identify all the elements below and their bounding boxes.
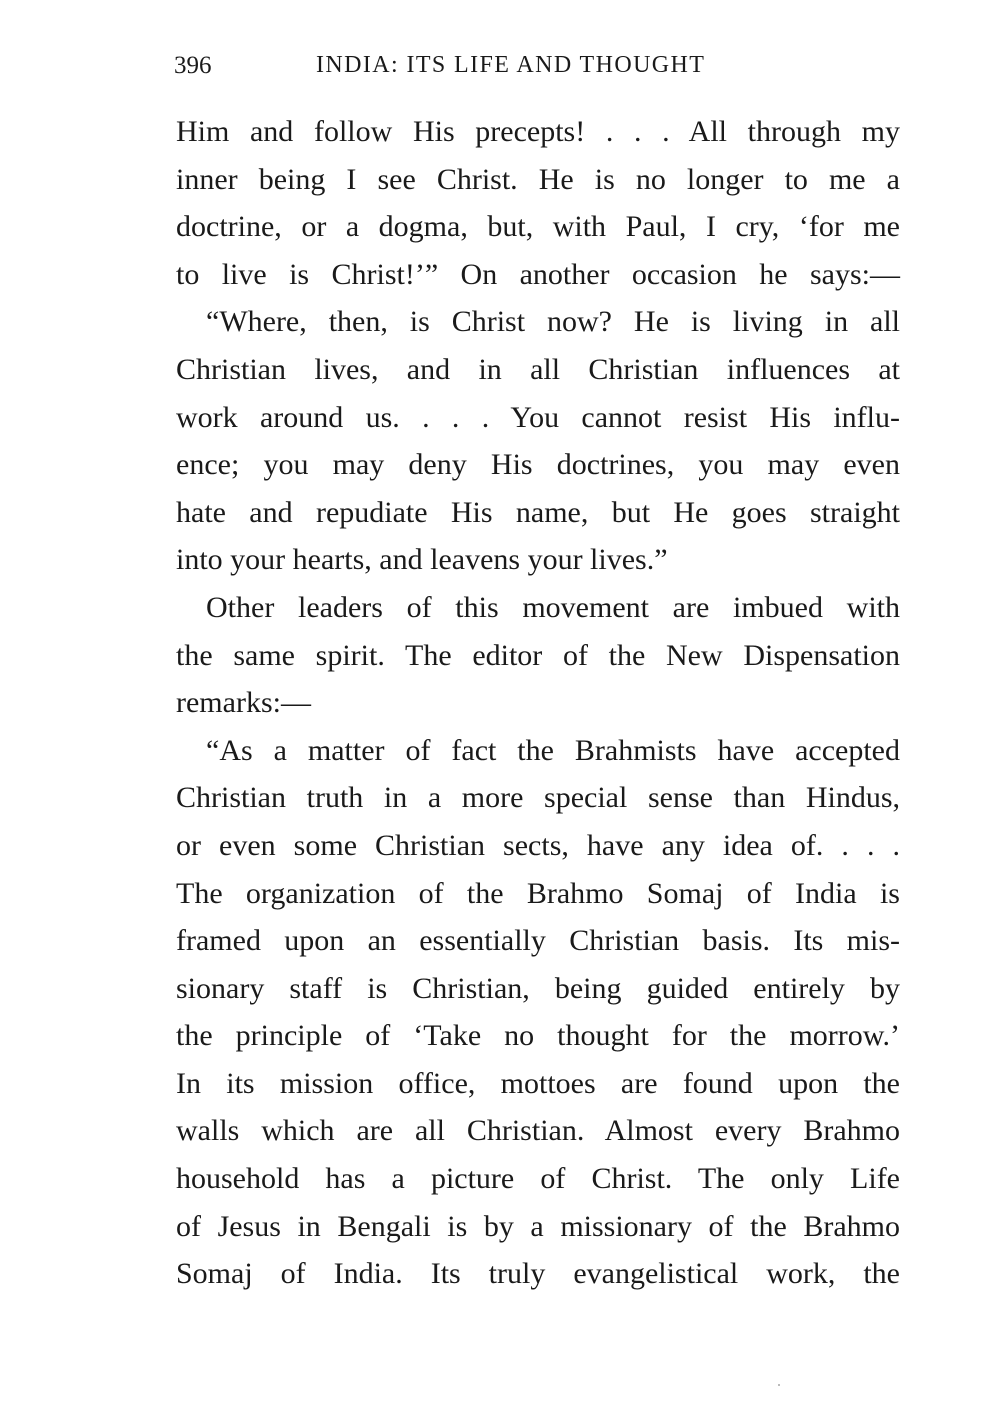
text-line: of Jesus in Bengali is by a missionary of the Brahmo — [176, 1209, 900, 1243]
text-line: walls which are all Christian. Almost every Brahmo — [176, 1114, 900, 1148]
text-line: hate and repudiate His name, but He goes straight — [176, 495, 900, 529]
text-line: Christian truth in a more special sense than Hindus, — [176, 781, 900, 815]
text-line: framed upon an essentially Christian basis. Its mis- — [176, 924, 900, 958]
body-text — [176, 108, 900, 1298]
text-line: “Where, then, is Christ now? He is living in all — [206, 305, 900, 339]
text-line: Christian lives, and in all Christian influences at — [176, 352, 900, 386]
text-line: doctrine, or a dogma, but, with Paul, I cry, ‘for me — [176, 210, 900, 244]
text-line: Somaj of India. Its truly evangelistical work, the — [176, 1257, 900, 1291]
text-line: into your hearts, and leavens your lives.” — [176, 543, 668, 577]
text-line: the same spirit. The editor of the New Dispensation — [176, 638, 900, 672]
text-line: work around us. . . . You cannot resist His influ- — [176, 400, 900, 434]
text-line: remarks:— — [176, 686, 311, 720]
text-line: household has a picture of Christ. The only Life — [176, 1162, 900, 1196]
text-line: the principle of ‘Take no thought for the morrow.’ — [176, 1019, 900, 1053]
text-line: ence; you may deny His doctrines, you may even — [176, 448, 900, 482]
scan-speck — [778, 1384, 780, 1386]
text-line: In its mission office, mottoes are found upon the — [176, 1066, 900, 1100]
text-line: to live is Christ!’” On another occasion he says:— — [176, 257, 900, 291]
text-line: sionary staff is Christian, being guided entirely by — [176, 971, 900, 1005]
text-line: Him and follow His precepts! . . . All through my — [176, 115, 900, 148]
running-title: INDIA: ITS LIFE AND THOUGHT — [316, 52, 706, 78]
text-line: The organization of the Brahmo Somaj of India is — [176, 876, 900, 910]
text-line: inner being I see Christ. He is no longer to me a — [176, 162, 900, 196]
text-line: Other leaders of this movement are imbued with — [206, 590, 900, 624]
text-line: “As a matter of fact the Brahmists have accepted — [206, 733, 900, 767]
page-number: 396 — [174, 52, 212, 79]
text-line: or even some Christian sects, have any idea of. . . . — [176, 828, 900, 862]
page-header — [174, 48, 904, 84]
